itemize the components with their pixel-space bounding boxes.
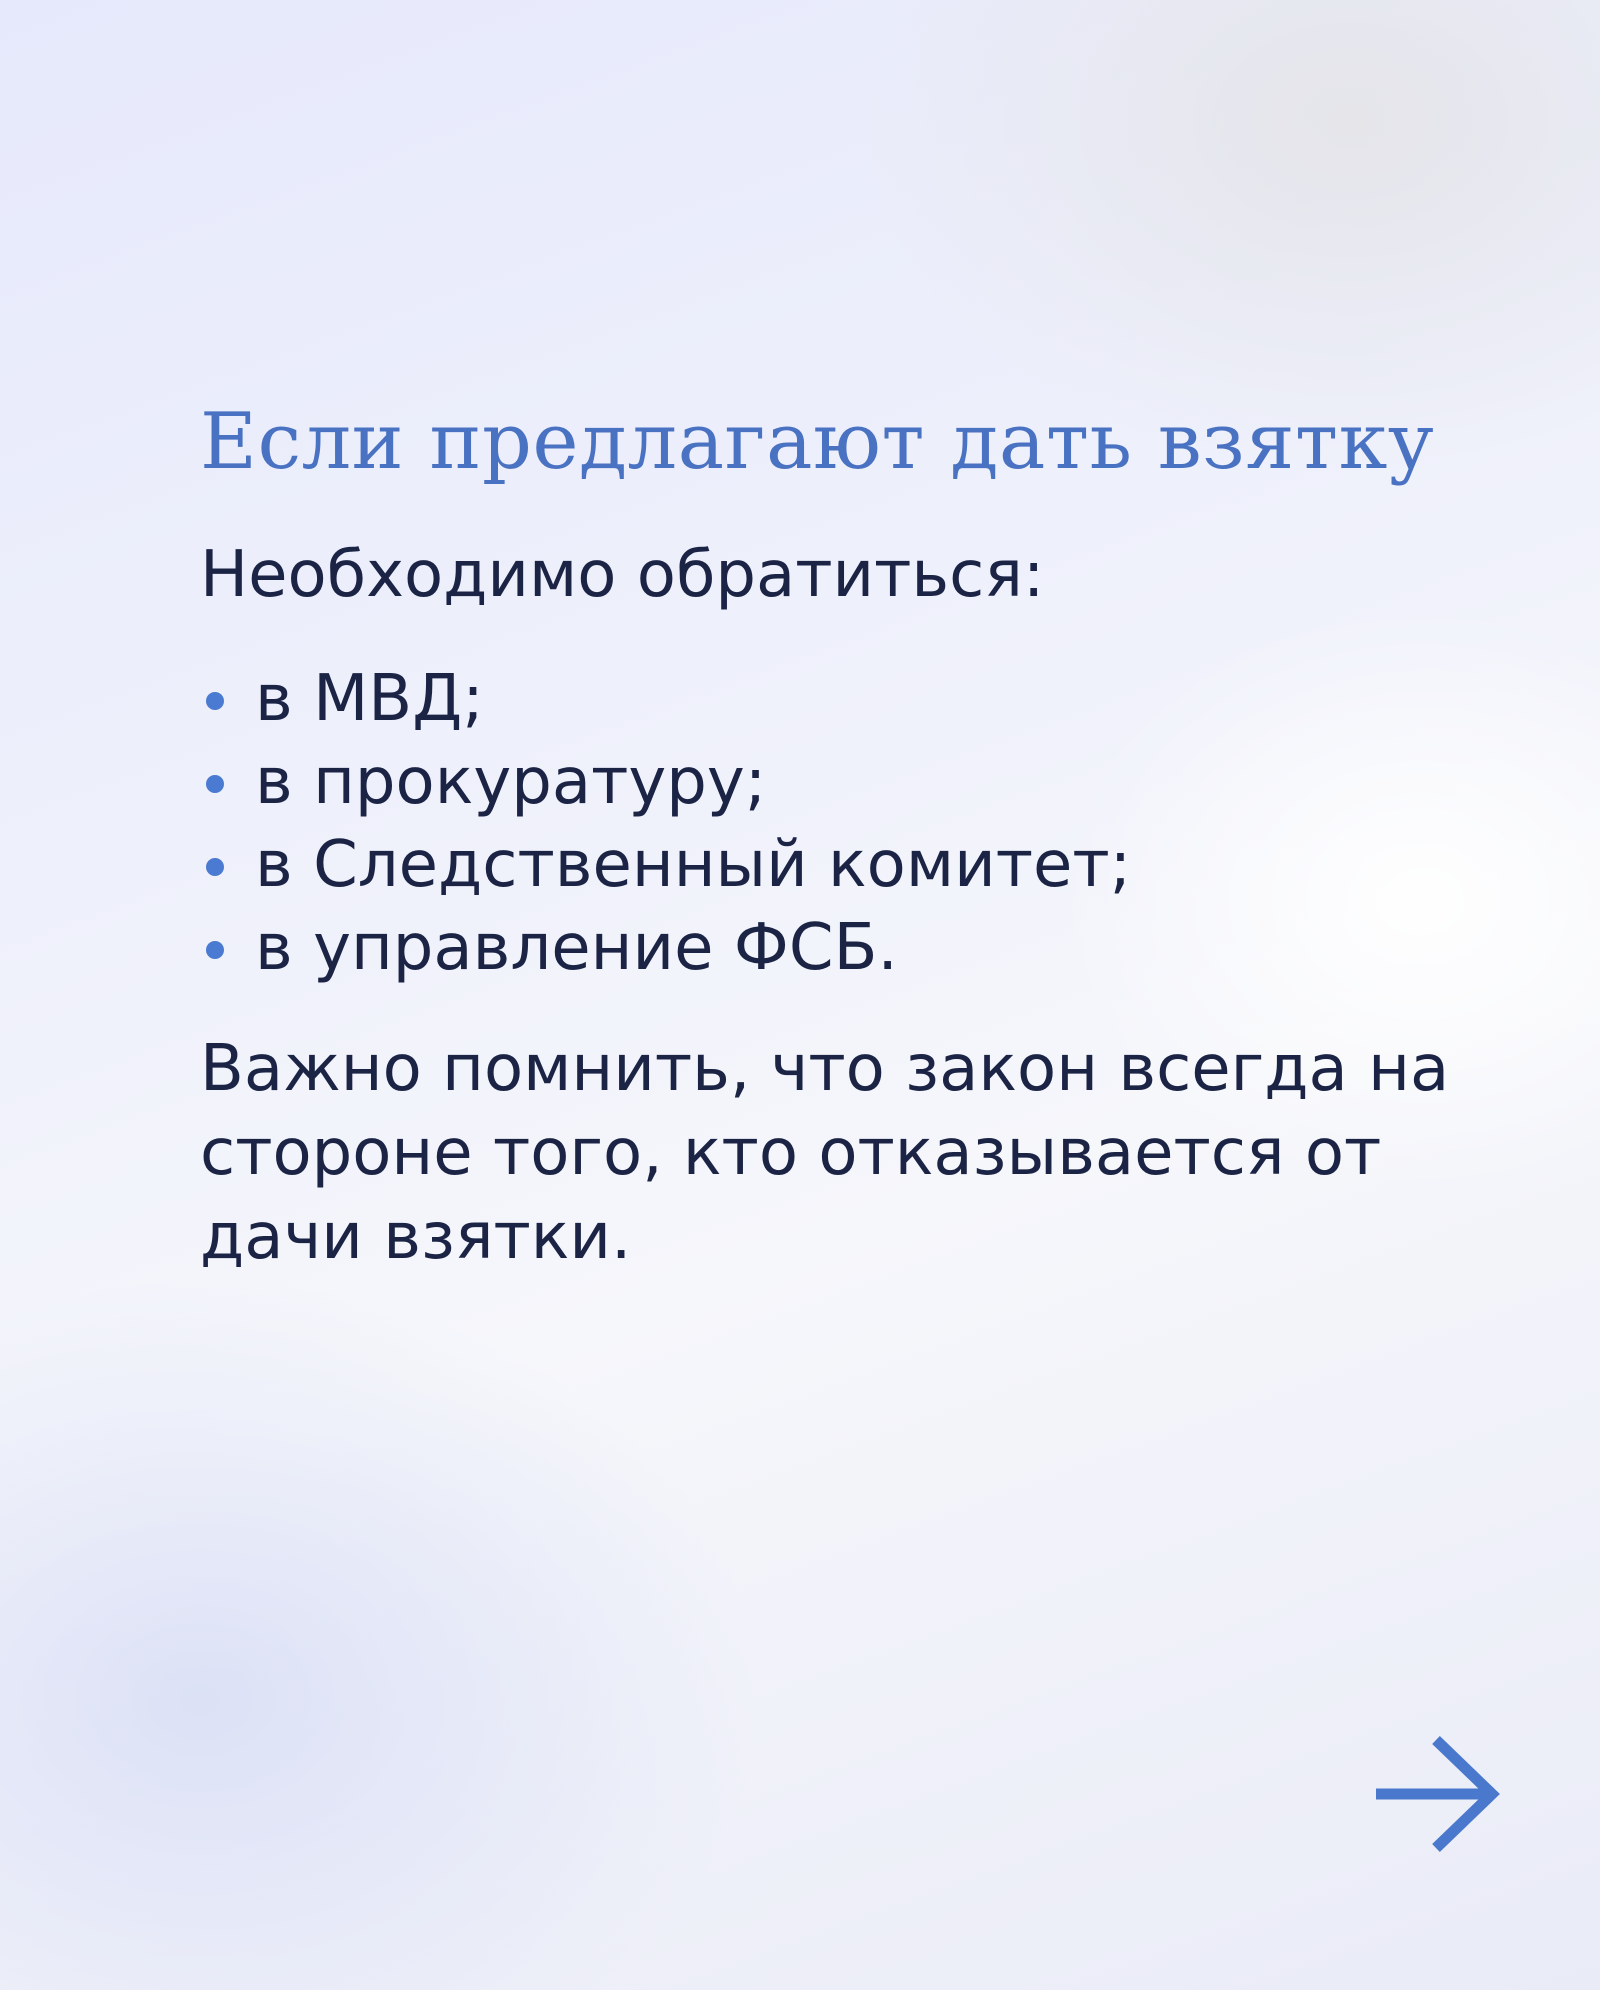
bullet-dot-icon xyxy=(206,692,224,710)
list-item-label: в МВД; xyxy=(255,662,484,736)
list-item xyxy=(200,907,1131,990)
list-item xyxy=(200,658,1131,741)
list-item-label: в Следственный комитет; xyxy=(255,828,1132,902)
bullet-dot-icon xyxy=(206,858,224,876)
slide-title: Если предлагают дать взятку xyxy=(200,397,1435,487)
contact-list xyxy=(200,658,1131,990)
arrow-right-icon xyxy=(1372,1734,1502,1854)
list-item xyxy=(200,741,1131,824)
list-item xyxy=(200,824,1131,907)
list-item-label: в прокуратуру; xyxy=(255,745,767,819)
list-item-label: в управление ФСБ. xyxy=(255,911,898,985)
bullet-dot-icon xyxy=(206,941,224,959)
bullet-dot-icon xyxy=(206,775,224,793)
note-text: Важно помнить, что закон всегда на стороне того, кто отказывается от дачи взятки. xyxy=(200,1032,1450,1274)
intro-text: Необходимо обратиться: xyxy=(200,538,1045,612)
next-slide-button[interactable] xyxy=(1372,1734,1502,1854)
